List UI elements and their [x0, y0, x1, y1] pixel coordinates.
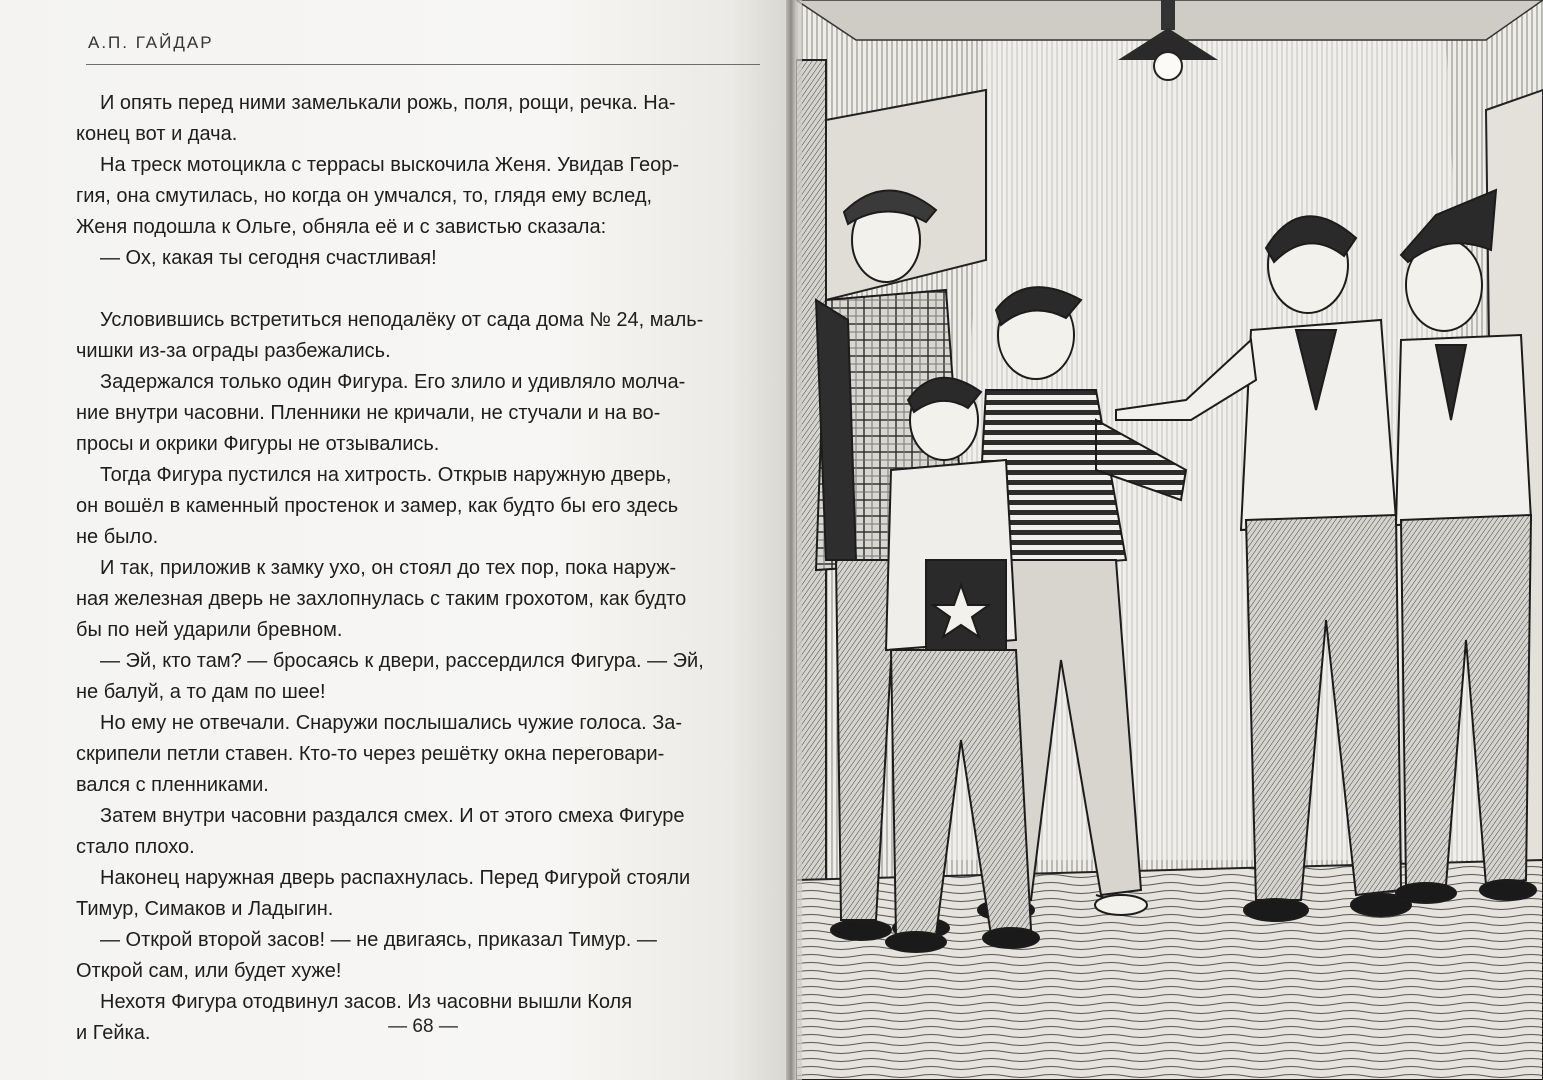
body-text [76, 88, 756, 1049]
text-line: вался с пленниками. [76, 774, 269, 796]
paragraph [76, 460, 756, 553]
text-line: не было. [76, 526, 159, 548]
text-line: ная железная дверь не захлопнулась с таким грохотом, как будто [76, 588, 687, 610]
text-line: Женя подошла к Ольге, обняла её и с завистью сказала: [76, 216, 607, 238]
paragraph [76, 305, 756, 367]
paragraph [76, 925, 756, 987]
running-head: А.П. ГАЙДАР [88, 33, 214, 52]
text-line: Условившись встретиться неподалёку от сада дома № 24, маль- [100, 309, 704, 331]
paragraph [76, 88, 756, 150]
text-line: На треск мотоцикла с террасы выскочила Женя. Увидав Геор- [100, 154, 680, 176]
text-line: Открой сам, или будет хуже! [76, 960, 342, 982]
text-line: И опять перед ними замелькали рожь, поля, рощи, речка. На- [100, 92, 676, 114]
section-break [96, 274, 756, 305]
paragraph [76, 801, 756, 863]
illustration-boys-in-room [796, 0, 1543, 1080]
paragraph [96, 243, 756, 274]
text-line: Наконец наружная дверь распахнулась. Перед Фигурой стояли [100, 867, 691, 889]
text-line: — Открой второй засов! — не двигаясь, приказал Тимур. — [100, 929, 657, 951]
text-line: Тимур, Симаков и Ладыгин. [76, 898, 334, 920]
text-line: гия, она смутилась, но когда он умчался, то, глядя ему вслед, [76, 185, 653, 207]
text-line: он вошёл в каменный простенок и замер, как будто бы его здесь [76, 495, 679, 517]
header-rule [86, 64, 760, 65]
text-line: — Ох, какая ты сегодня счастливая! [100, 247, 437, 269]
text-line: бы по ней ударили бревном. [76, 619, 343, 641]
book-gutter [786, 0, 796, 1080]
paragraph [76, 367, 756, 460]
page-number: — 68 — [388, 1016, 458, 1037]
text-line: И так, приложив к замку ухо, он стоял до тех пор, пока наруж- [100, 557, 677, 579]
text-line: не балуй, а то дам по шее! [76, 681, 326, 703]
right-page [796, 0, 1543, 1080]
paragraph [76, 150, 756, 243]
text-line: конец вот и дача. [76, 123, 238, 145]
paragraph [76, 708, 756, 801]
text-line: Тогда Фигура пустился на хитрость. Открыв наружную дверь, [100, 464, 672, 486]
text-line: Но ему не отвечали. Снаружи послышались чужие голоса. За- [100, 712, 683, 734]
text-line: Затем внутри часовни раздался смех. И от этого смеха Фигуре [100, 805, 685, 827]
paragraph [76, 646, 756, 708]
paragraph [76, 863, 756, 925]
text-line: чишки из-за ограды разбежались. [76, 340, 391, 362]
text-line: стало плохо. [76, 836, 195, 858]
text-line: скрипели петли ставен. Кто-то через решётку окна переговари- [76, 743, 665, 765]
text-line: ние внутри часовни. Пленники не кричали, не стучали и на во- [76, 402, 661, 424]
text-line: Нехотя Фигура отодвинул засов. Из часовни вышли Коля [100, 991, 633, 1013]
text-line: и Гейка. [76, 1022, 151, 1044]
text-line: Задержался только один Фигура. Его злило и удивляло молча- [100, 371, 686, 393]
text-line: просы и окрики Фигуры не отзывались. [76, 433, 440, 455]
paragraph [76, 553, 756, 646]
text-line: — Эй, кто там? — бросаясь к двери, рассердился Фигура. — Эй, [100, 650, 704, 672]
